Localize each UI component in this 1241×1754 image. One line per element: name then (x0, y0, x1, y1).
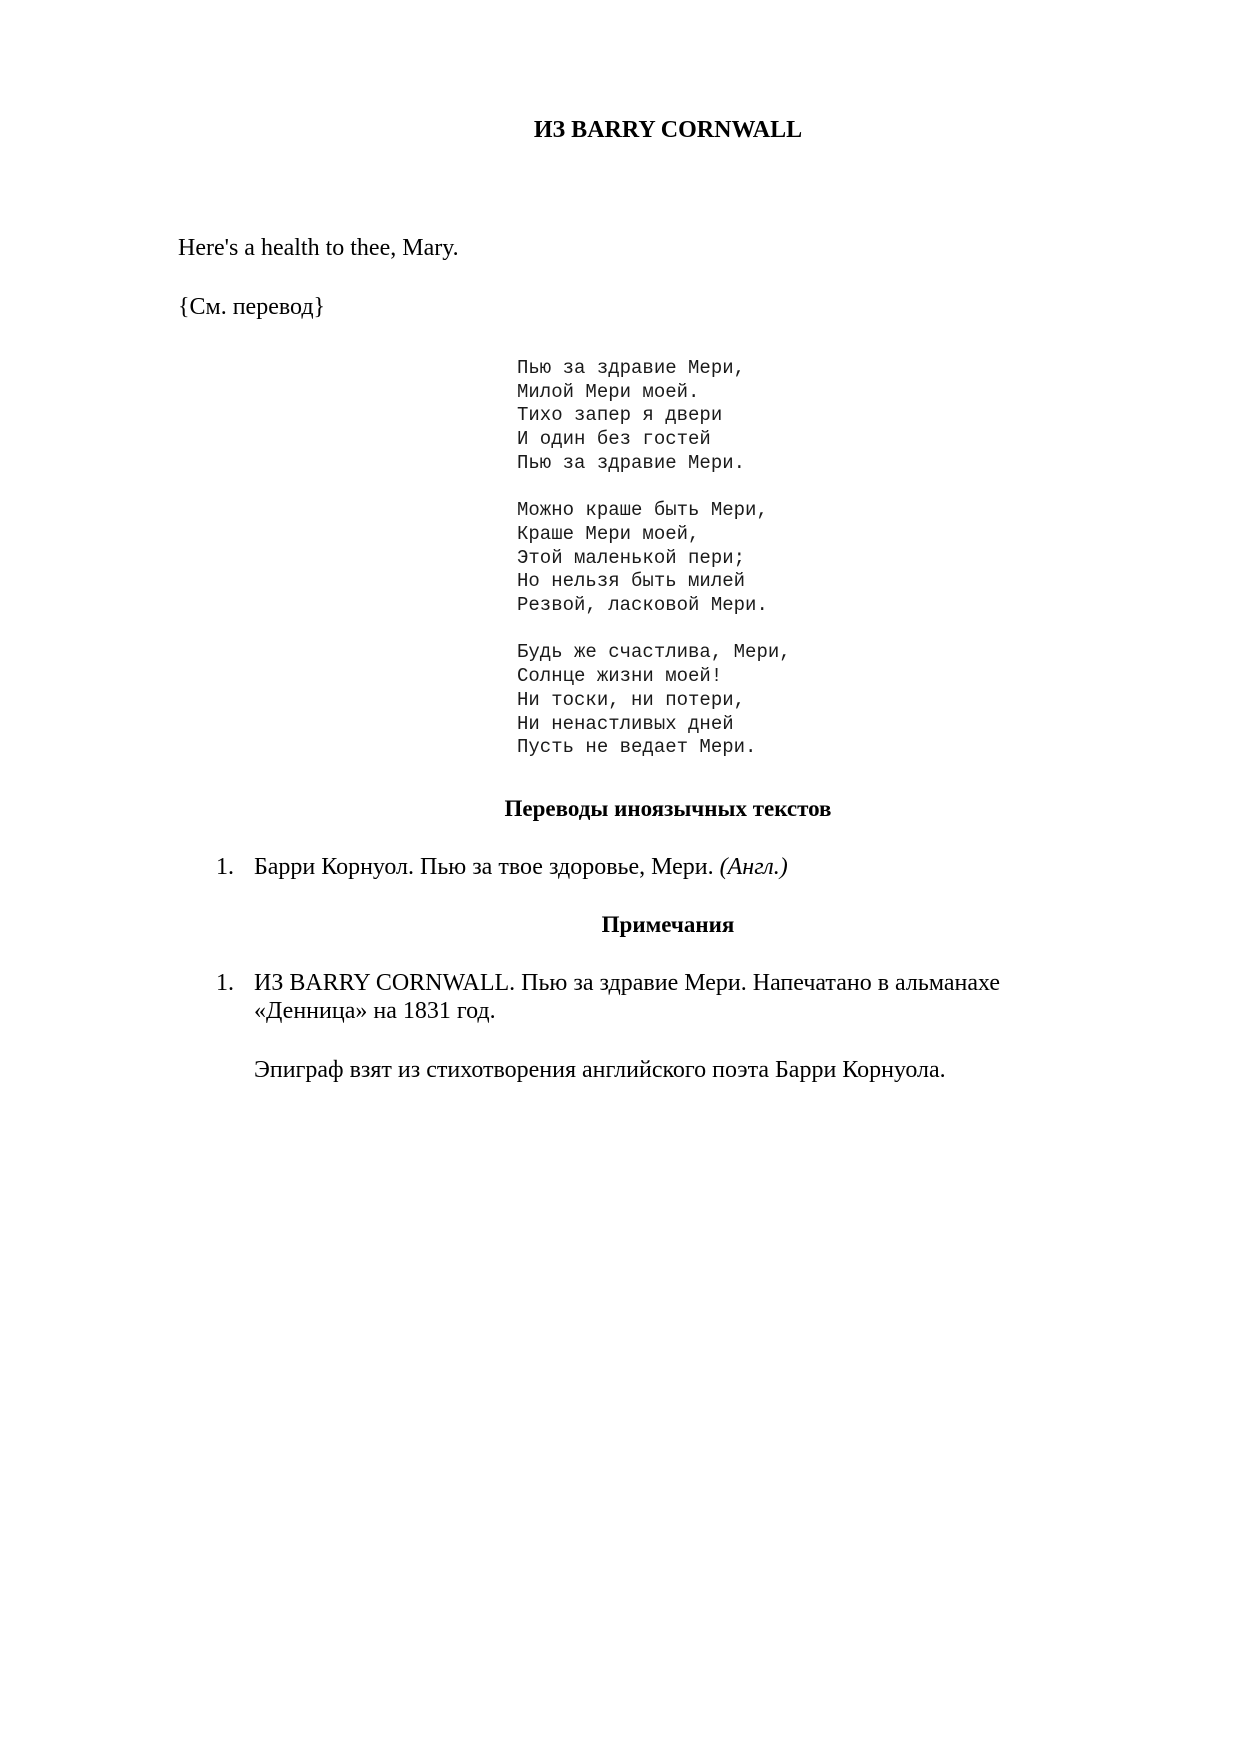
poem-stanza-1 (517, 357, 791, 476)
poem-line: Краше Мери моей, (517, 522, 700, 545)
note-text: ИЗ BARRY CORNWALL. Пью за здравие Мери. Напечатано в альманахе «Денница» на 1831 год. (254, 970, 1001, 1024)
poem-line: Солнце жизни моей! (517, 665, 723, 688)
poem-line: Можно краше быть Мери, (517, 499, 768, 522)
poem-line: Пусть не ведает Мери. (517, 736, 757, 759)
note-paragraph: Эпиграф взят из стихотворения английского поэта Барри Корнуола. (254, 1057, 946, 1083)
poem-line: Резвой, ласковой Мери. (517, 594, 768, 617)
epigraph: Here's a health to thee, Mary. (178, 235, 459, 261)
poem-stanza-3 (517, 641, 791, 760)
poem-line: Милой Мери моей. (517, 380, 700, 403)
translations-heading: Переводы иноязычных текстов (504, 796, 832, 821)
poem-line: Ни ненастливых дней (517, 712, 734, 735)
poem-line: Этой маленькой пери; (517, 546, 746, 569)
poem-line: Ни тоски, ни потери, (517, 688, 746, 711)
poem-line: Пью за здравие Мери. (517, 451, 746, 474)
poem (517, 357, 791, 760)
poem-line: Будь же счастлива, Мери, (517, 641, 791, 664)
poem-line: И один без гостей (517, 428, 711, 451)
translation-reference: {См. перевод} (178, 294, 326, 320)
list-number: 1. (216, 970, 234, 996)
notes-heading: Примечания (601, 912, 735, 937)
poem-line: Но нельзя быть милей (517, 570, 746, 593)
list-number: 1. (216, 854, 234, 880)
poem-line: Тихо запер я двери (517, 404, 723, 427)
translation-language: (Англ.) (719, 854, 788, 880)
translation-text-wrapper (254, 853, 1094, 881)
poem-stanza-2 (517, 499, 791, 618)
translation-text: Барри Корнуол. Пью за твое здоровье, Мери. (254, 854, 714, 880)
page-title: ИЗ BARRY CORNWALL (533, 117, 803, 143)
poem-line: Пью за здравие Мери, (517, 357, 746, 379)
